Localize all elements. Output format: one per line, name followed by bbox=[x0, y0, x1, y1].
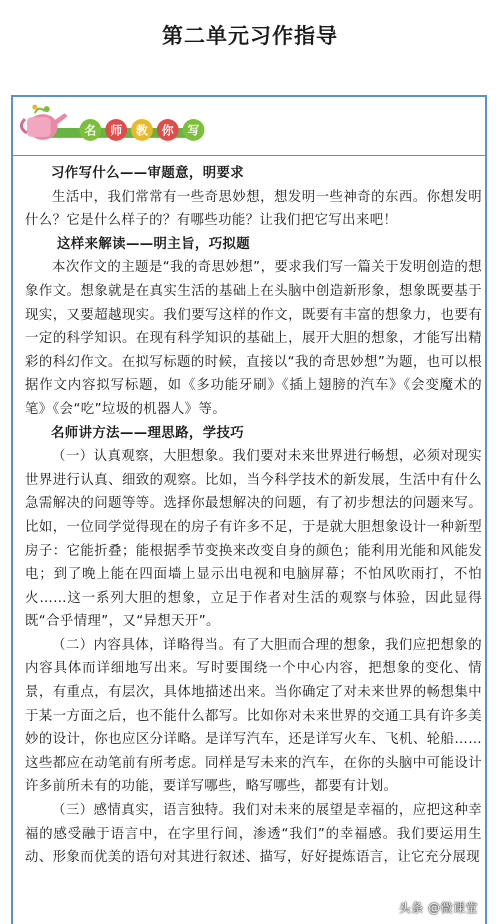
section-heading-1: 习作写什么——审题意，明要求 bbox=[51, 166, 245, 181]
banner-char-2: 师 bbox=[110, 123, 123, 138]
banner-decoration bbox=[13, 97, 485, 155]
paragraph-4: （二）内容具体，详略得当。有了大胆而合理的想象，我们应把想象的内容具体而详细地写出来。写时要围绕一个中心内容，把想象的变化、情景，有重点，有层次，具体地描述出来。当你确定了对未来世界的畅想集中于某一方面之后，也不能什么都写。比如你对未来世界的交通工具有许多美妙的设计，你也应区分详略。是详写汽车，还是详写火车、飞机、轮船……这些都应在动笔前有所考虑。同样是写未来的汽车，在你的头脑中可能设计许多前所未有的功能，要详写哪些，略写哪些，都要有计划。 bbox=[25, 637, 482, 795]
page-title: 第二单元习作指导 bbox=[162, 24, 338, 48]
banner-char-5: 写 bbox=[187, 123, 200, 138]
article-body bbox=[13, 156, 485, 870]
banner-char-1: 名 bbox=[84, 123, 97, 138]
watermark: 头条 @微课堂 bbox=[398, 901, 478, 915]
banner-char-4: 你 bbox=[161, 123, 174, 138]
section-heading-2: 这样来解读——明主旨，巧拟题 bbox=[57, 236, 251, 252]
paragraph-3: （一）认真观察，大胆想象。我们要对未来世界进行畅想，必须对现实世界进行认真、细致的观察。比如，当今科学技术的新发展，生活中有什么急需解决的问题等等。选择你最想解决的问题，有了初步想法的问题来写。比如，一位同学觉得现在的房子有许多不足，于是就大胆想象设计一种新型房子：它能折叠；能根据季节变换来改变自身的颜色；能利用光能和风能发电；到了晚上能在四面墙上显示出电视和电脑屏幕；不怕风吹雨打，不怕火……这一系列大胆的想象，立足于作者对生活的观察与体验，因此显得既“合乎情理”，又“异想天开”。 bbox=[25, 449, 482, 630]
content-frame bbox=[11, 95, 487, 924]
banner bbox=[13, 97, 485, 156]
section-heading-3: 名师讲方法——理思路，学技巧 bbox=[51, 425, 245, 441]
paragraph-1: 生活中，我们常常有一些奇思妙想，想发明一些神奇的东西。你想发明什么？它是什么样子的？有哪些功能？让我们把它写出来吧！ bbox=[25, 189, 482, 229]
paragraph-2: 本次作文的主题是“我的奇思妙想”，要求我们写一篇关于发明创造的想象作文。想象就是在真实生活的基础上在头脑中创造新形象，想象既要基于现实，又要超越现实。我们要写这样的作文，既要有丰富的想象力，也要有一定的科学知识。在现有科学知识的基础上，展开大胆的想象，才能写出精彩的科幻作文。在拟写标题的时候，直接以“我的奇思妙想”为题，也可以根据作文内容拟写标题，如《多功能牙刷》《插上翅膀的汽车》《会变魔术的笔》《会“吃”垃圾的机器人》等。 bbox=[25, 260, 482, 417]
banner-char-3: 教 bbox=[135, 123, 148, 138]
paragraph-5: （三）感情真实，语言独特。我们对未来的展望是幸福的，应把这种幸福的感受融于语言中，在字里行间，渗透“我们”的幸福感。我们要运用生动、形象而优美的语句对其进行叙述、描写，好好提炼语言，让它充分展现 bbox=[25, 803, 482, 866]
